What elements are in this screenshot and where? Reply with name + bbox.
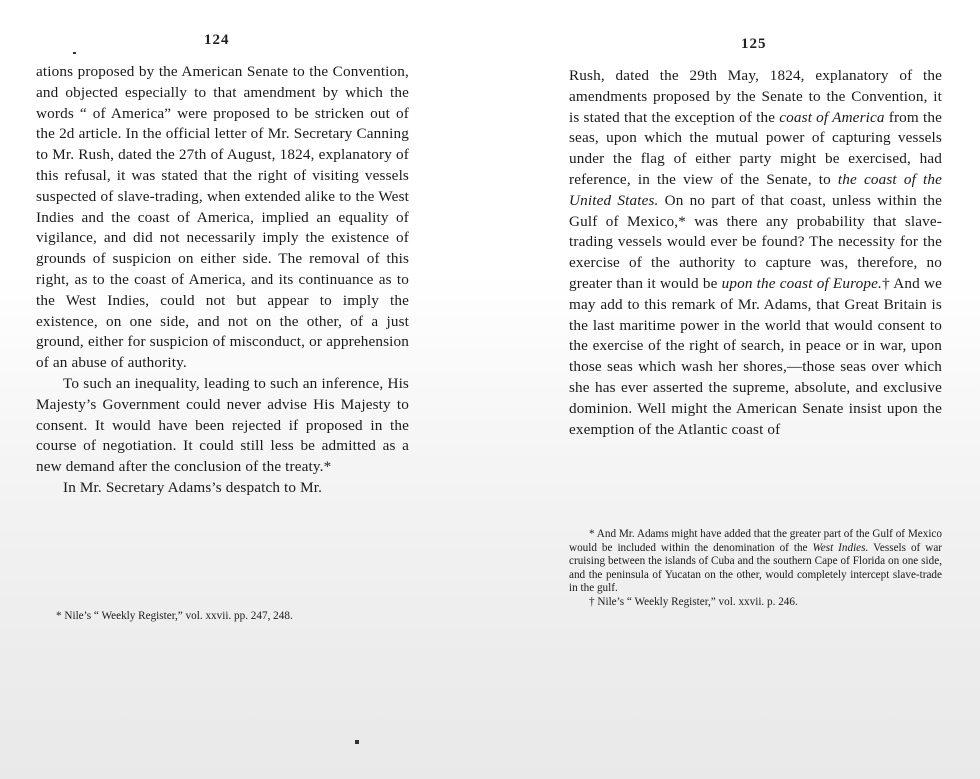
footnotes <box>569 528 942 610</box>
footnotes <box>36 610 409 624</box>
footnote <box>569 528 942 596</box>
text-segment: † Nile’s “ Weekly Register,” vol. xxvii. p. 246. <box>589 595 798 608</box>
text-segment: ations proposed by the American Senate to the Convention, and objected especially to that amendment by which the words “ of America” were proposed to be stricken out of the 2d article. In the official letter of Mr. Secretary Canning to Mr. Rush, dated the 27th of August, 1824, explanatory of this refusal, it was stated that the right of visiting vessels suspected of slave-trading, when extended alike to the West Indies and the coast of America, implied an equality of vigilance, and did not necessarily imply the existence of grounds of suspicion on either side. The removal of this right, as to the coast of America, and its continuance as to the West Indies, could not but appear to imply the existence, on one side, and not on the other, of a just ground, either for suspicion of misconduct, or apprehension of an abuse of authority. <box>36 63 409 372</box>
italic-segment: West Indies. <box>812 541 869 554</box>
text-segment: Vessels of war cruising between the islands of Cuba and the southern Cape of Florida on one side, and the peninsula of Yucatan on the other, would completely intercept slave-trade in the gulf. <box>569 541 943 595</box>
paragraph <box>36 478 409 499</box>
italic-segment: coast of America <box>779 108 885 126</box>
paragraph <box>36 62 409 374</box>
page-number: 125 <box>741 36 767 52</box>
ink-speck <box>73 52 76 54</box>
italic-segment: upon the coast of Europe. <box>721 274 882 292</box>
text-segment: from the seas, upon which the mutual power of capturing vessels under the flag of either party might be exercised, had reference, in the view of the Senate, to <box>569 108 942 188</box>
text-segment: † And we may add to this remark of Mr. Adams, that Great Britain is the last maritime power in the world that would consent to the exercise of the right of search, in peace or in war, upon those seas which wash her shores,—those seas over which she has ever asserted the supreme, absolute, and exclusive dominion. Well might the American Senate insist upon the exemption of the Atlantic coast of <box>569 274 942 438</box>
ink-speck <box>355 740 359 744</box>
italic-segment: the coast of the United States. <box>569 170 942 209</box>
text-segment: Rush, dated the 29th May, 1824, explanatory of the amendments proposed by the Senate to the Convention, it is stated that the exception of the <box>569 67 942 126</box>
body-text <box>36 62 409 499</box>
footnote <box>569 596 942 610</box>
text-segment: * Nile’s “ Weekly Register,” vol. xxvii. pp. 247, 248. <box>56 610 293 622</box>
paragraph <box>569 66 942 440</box>
text-segment: To such an inequality, leading to such an inference, His Majesty’s Government could never advise His Majesty to consent. It would have been rejected if proposed in the course of negotiation. It could still less be admitted as a new demand after the conclusion of the treaty.* <box>36 374 409 476</box>
text-segment: In Mr. Secretary Adams’s despatch to Mr. <box>63 478 323 496</box>
text-segment: On no part of that coast, unless within the Gulf of Mexico,* was there any probability that slave-trading vessels would ever be found? The necessity for the exercise of the authority to capture was, therefore, no greater than it would be <box>569 191 943 292</box>
text-segment: * And Mr. Adams might have added that the greater part of the Gulf of Mexico would be included within the denomination of the <box>569 528 942 554</box>
footnote <box>36 610 409 624</box>
body-text <box>569 66 942 440</box>
paragraph <box>36 374 409 478</box>
page-number: 124 <box>204 32 230 48</box>
